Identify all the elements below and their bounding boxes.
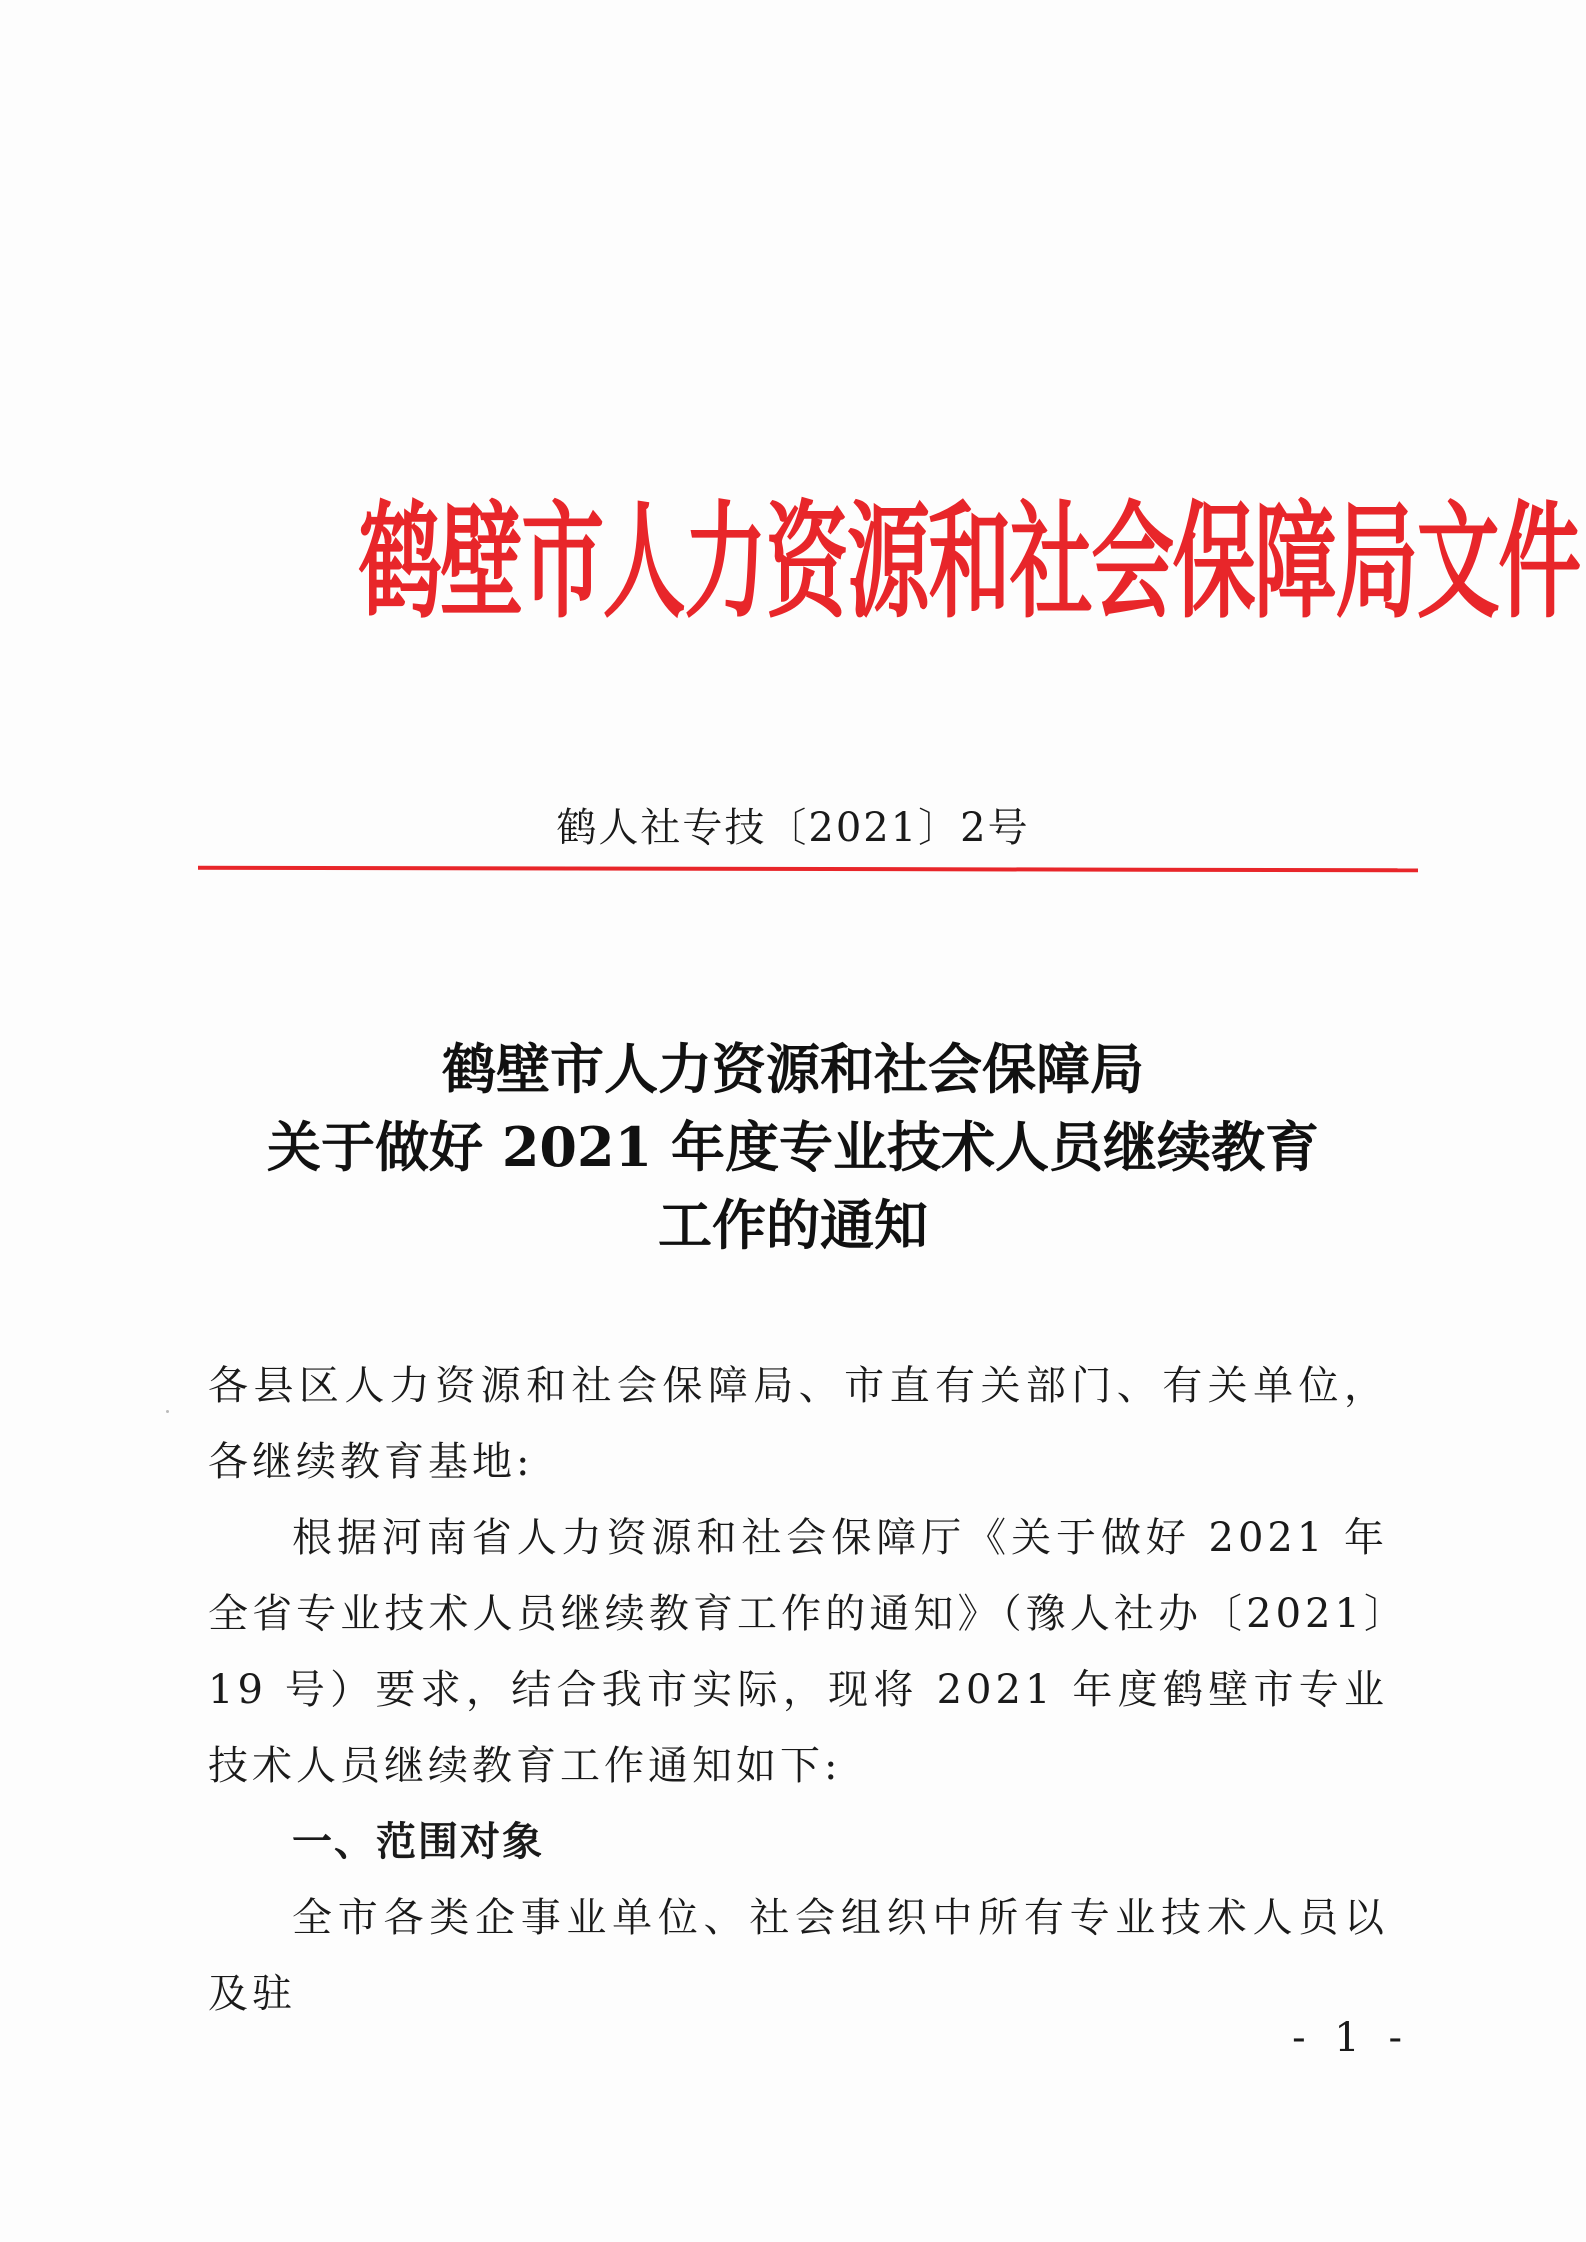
document-body [208,1348,1388,2032]
notice-title [0,1030,1586,1264]
red-divider-line [198,866,1418,873]
notice-title-line-2: 关于做好 2021 年度专业技术人员继续教育 [267,1115,1319,1179]
page-number: - 1 - [1292,2015,1410,2061]
intro-paragraph: 根据河南省人力资源和社会保障厅《关于做好 2021 年全省专业技术人员继续教育工作的通知》（豫人社办〔2021〕19 号）要求，结合我市实际，现将 2021 年度鹤壁市专业技术人员继续教育工作通知如下: [208,1515,1388,1789]
section-scope-paragraph: 全市各类企事业单位、社会组织中所有专业技术人员以及驻 [208,1895,1388,2017]
notice-title-line-3: 工作的通知 [658,1193,928,1257]
issuer-header-title: 鹤壁市人力资源和社会保障局文件 [358,489,1580,636]
scan-speck [166,1410,169,1413]
addressee-paragraph: 各县区人力资源和社会保障局、市直有关部门、有关单位，各继续教育基地: [208,1363,1388,1485]
section-heading-scope: 一、范围对象 [292,1819,544,1865]
document-number: 鹤人社专技〔2021〕2号 [556,805,1030,851]
notice-title-line-1: 鹤壁市人力资源和社会保障局 [442,1037,1144,1101]
